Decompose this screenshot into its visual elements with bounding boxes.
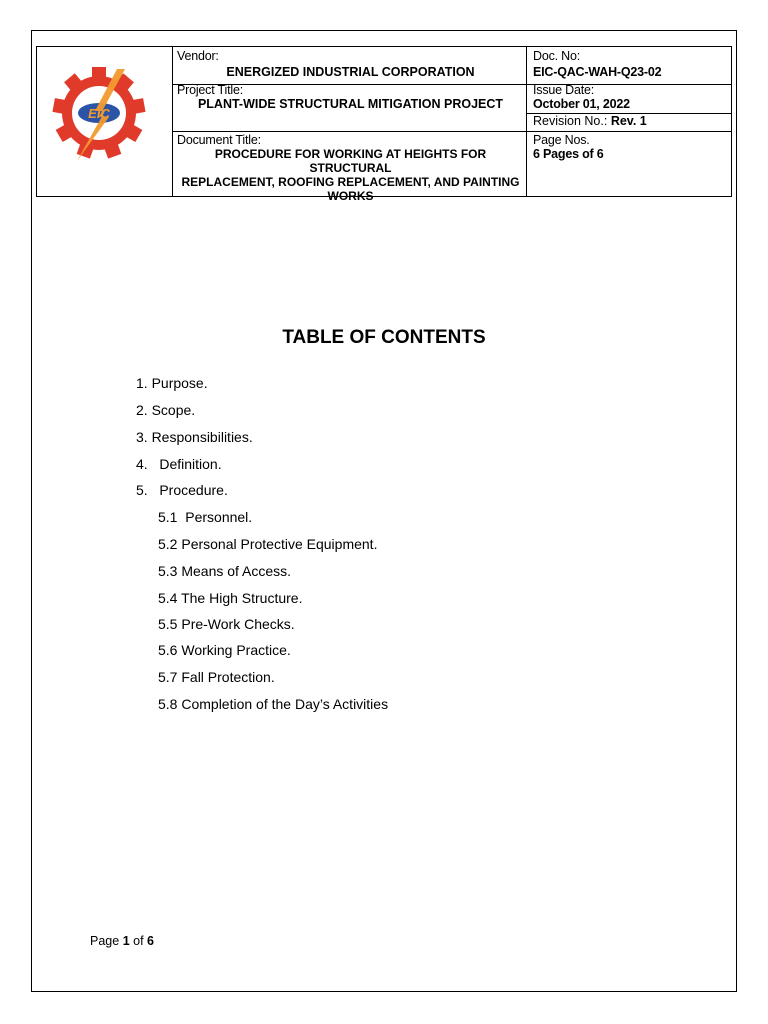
project-title: PLANT-WIDE STRUCTURAL MITIGATION PROJECT <box>197 97 504 111</box>
toc-item: 1. Purpose. <box>136 375 208 391</box>
toc-title: TABLE OF CONTENTS <box>282 327 486 348</box>
footer-page-word: Page <box>90 934 120 948</box>
page-count-cell <box>533 133 729 161</box>
toc-subitem: 5.8 Completion of the Day’s Activities <box>158 696 389 712</box>
doc-number-label: Doc. No: <box>533 49 581 63</box>
issue-date: October 01, 2022 <box>533 97 630 111</box>
toc-subitem: 5.4 The High Structure. <box>158 590 303 606</box>
footer-current-page: 1 <box>122 934 130 948</box>
company-logo-icon <box>49 61 149 169</box>
project-title-label: Project Title: <box>177 83 243 97</box>
toc-subitem: 5.6 Working Practice. <box>158 642 291 658</box>
toc-item: 4. Definition. <box>136 456 222 472</box>
toc-subitem: 5.7 Fall Protection. <box>158 669 275 685</box>
page-count: 6 Pages of 6 <box>533 147 604 161</box>
footer-total-pages: 6 <box>147 934 154 948</box>
document-title-line: WORKS <box>327 189 374 203</box>
document-title-label: Document Title: <box>177 133 261 147</box>
toc-subitem: 5.1 Personnel. <box>158 509 253 525</box>
document-title-line: PROCEDURE FOR WORKING AT HEIGHTS FOR STRUCTURAL <box>214 147 487 175</box>
page-footer <box>90 934 154 948</box>
svg-text:EIC: EIC <box>88 106 110 121</box>
toc-item: 3. Responsibilities. <box>136 429 253 445</box>
toc-subitem: 5.5 Pre-Work Checks. <box>158 616 295 632</box>
row-divider <box>172 131 526 132</box>
doc-number: EIC-QAC-WAH-Q23-02 <box>533 65 662 79</box>
issue-date-cell <box>533 83 729 111</box>
toc-subitem: 5.3 Means of Access. <box>158 563 292 579</box>
project-title-cell <box>177 83 524 111</box>
page-count-label: Page Nos. <box>533 133 590 147</box>
document-title-cell <box>177 133 524 203</box>
footer-of-word: of <box>133 934 144 948</box>
revision-label: Revision No.: <box>533 114 608 128</box>
column-divider <box>526 47 527 196</box>
vendor-cell <box>177 49 524 79</box>
issue-date-label: Issue Date: <box>533 83 595 97</box>
toc-subitem: 5.2 Personal Protective Equipment. <box>158 536 378 552</box>
revision-cell <box>533 114 729 128</box>
document-title-line: REPLACEMENT, ROOFING REPLACEMENT, AND PAINTING <box>181 175 520 189</box>
vendor-label: Vendor: <box>177 49 219 63</box>
row-divider <box>526 131 731 132</box>
revision-number: Rev. 1 <box>610 114 647 128</box>
doc-number-cell <box>533 49 729 79</box>
logo-cell <box>37 47 173 196</box>
vendor-name: ENERGIZED INDUSTRIAL CORPORATION <box>226 65 475 79</box>
toc-item: 5. Procedure. <box>136 482 228 498</box>
toc-item: 2. Scope. <box>136 402 196 418</box>
document-header-table <box>36 46 732 203</box>
